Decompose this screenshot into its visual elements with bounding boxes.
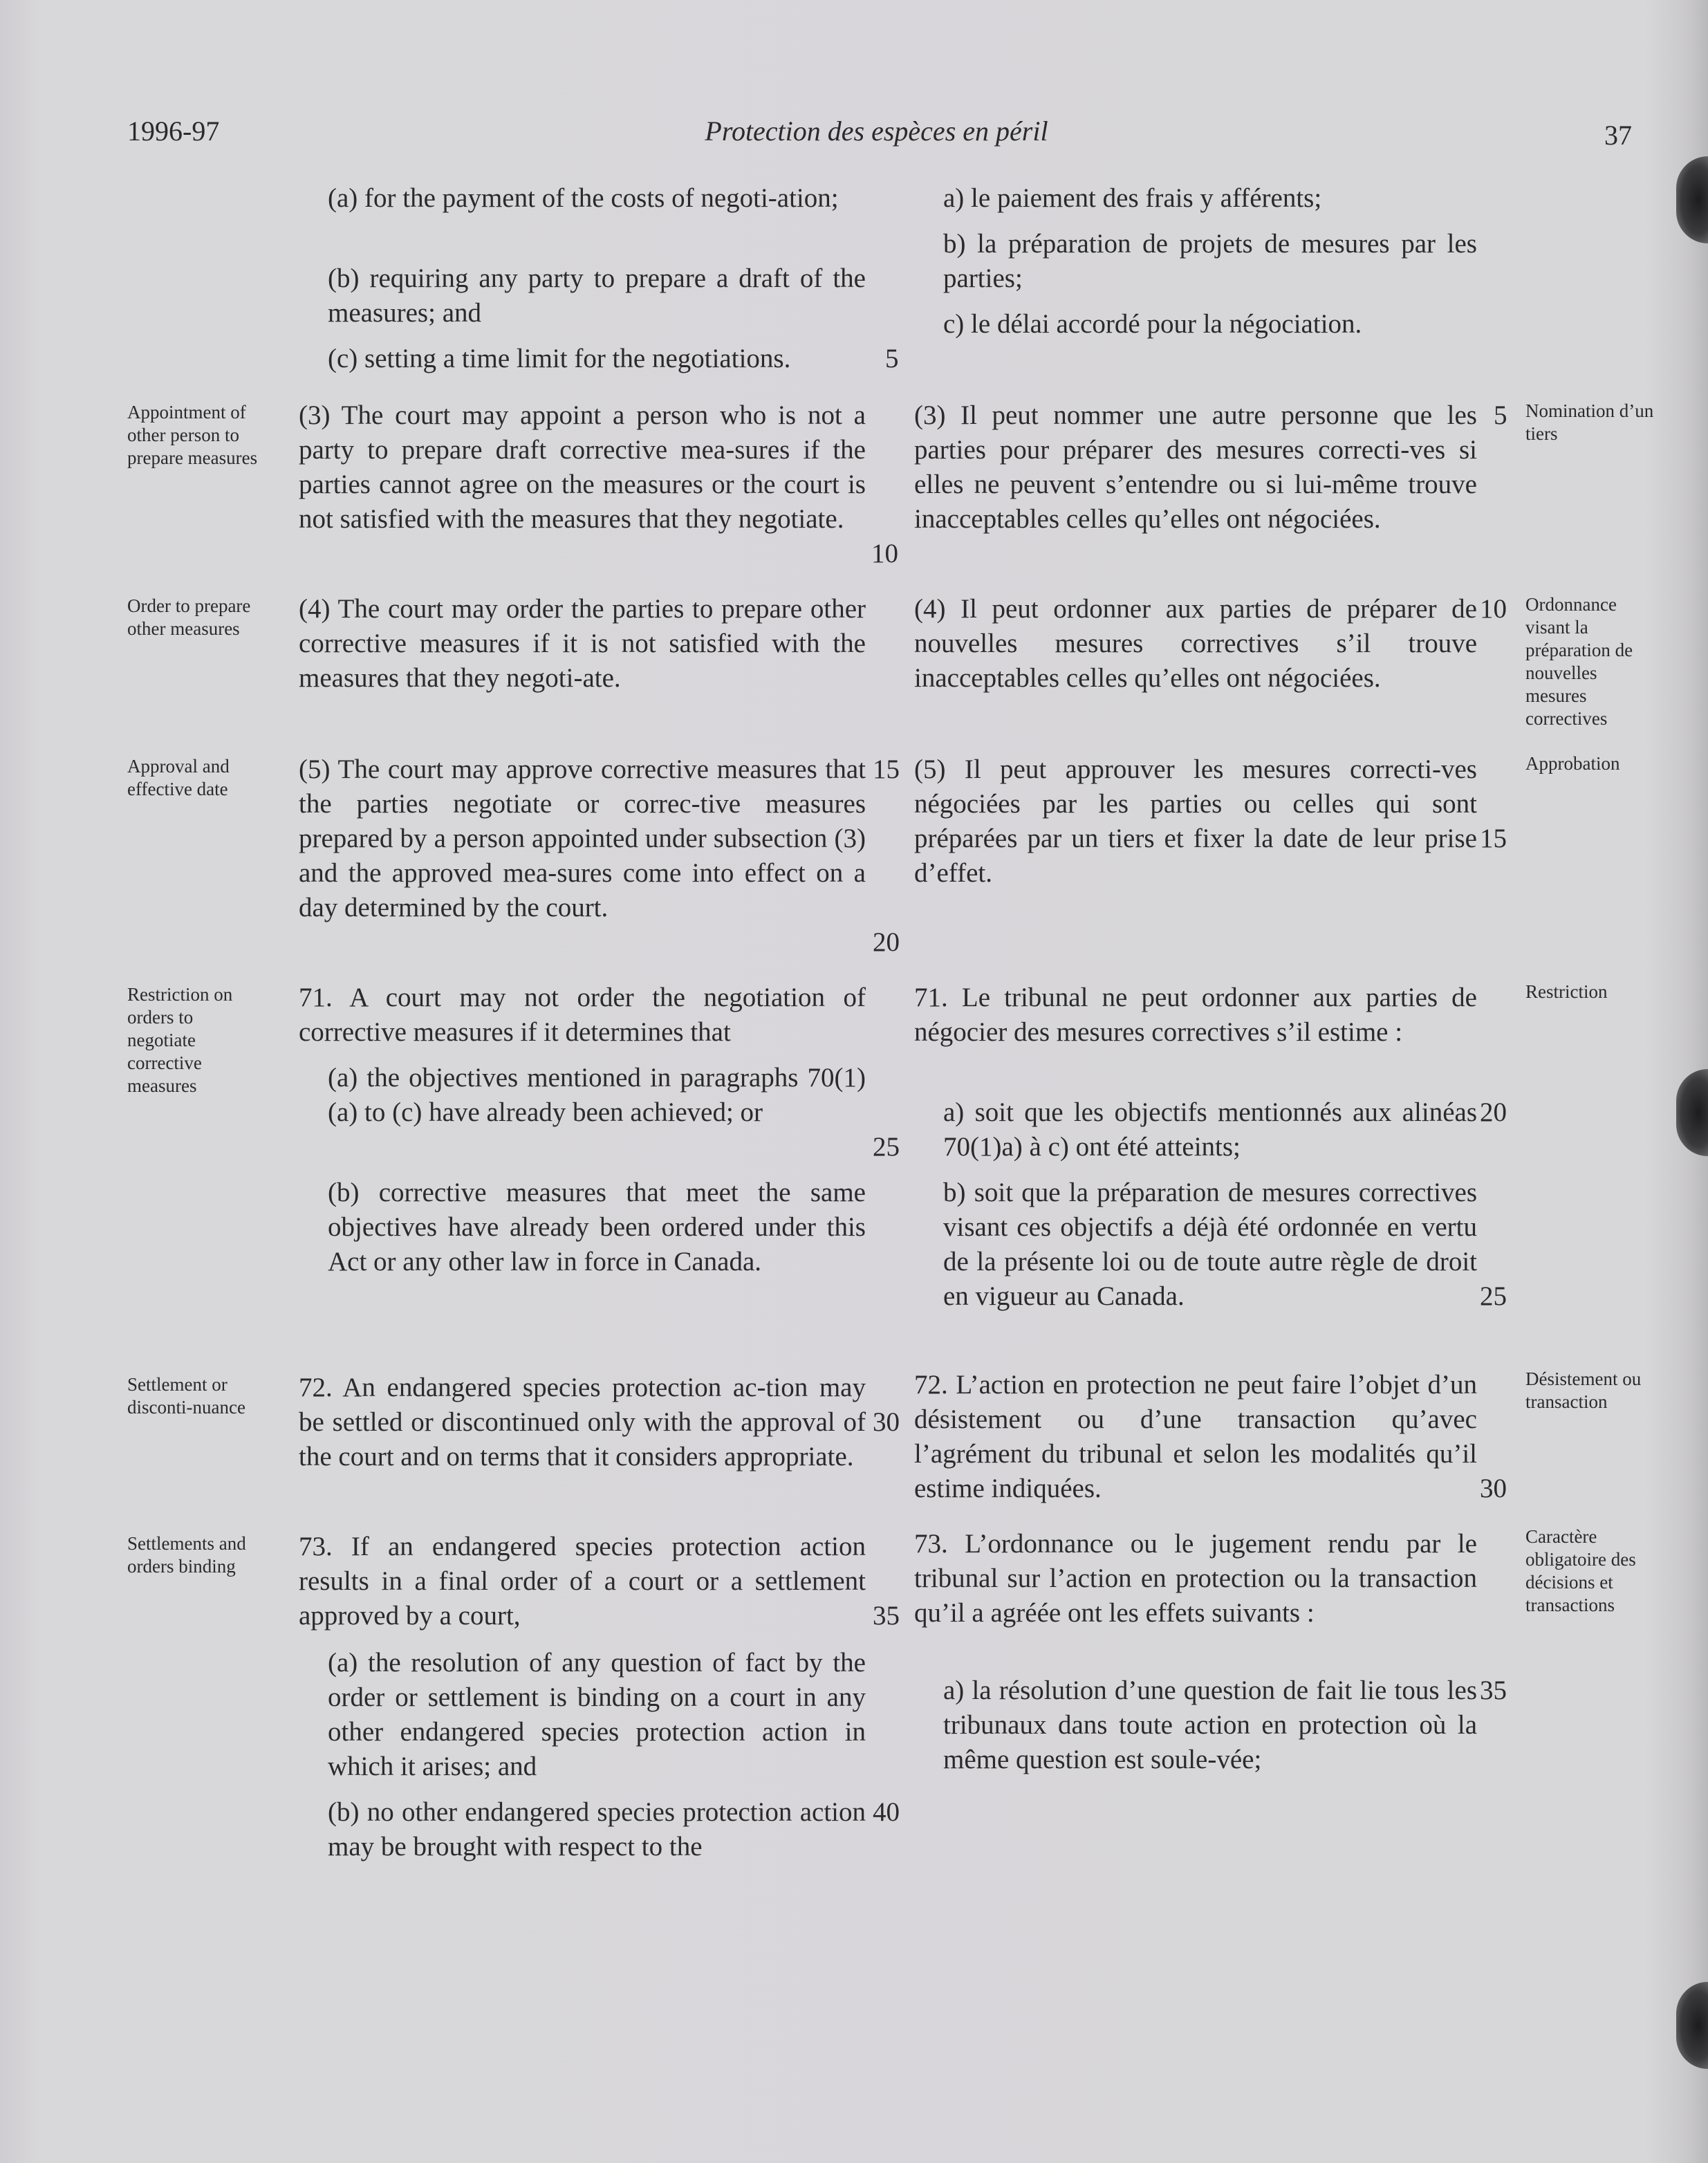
line-number: 20 xyxy=(1480,1097,1507,1127)
line-number: 20 xyxy=(873,927,900,957)
fr-section-71: 71. Le tribunal ne peut ordonner aux parties de négocier des mesures correctives s’il estime : xyxy=(914,983,1477,1047)
margin-note-en: Appointment of other person to prepare measures xyxy=(127,402,258,468)
en-para-c-time-limit: (c) setting a time limit for the negotiations. xyxy=(328,344,791,373)
fr-section-73-a: a) la résolution d’une question de fait lie tous les tribunaux dans toute action en protection où la même question est soule-vée; xyxy=(943,1675,1477,1774)
margin-note-en: Approval and effective date xyxy=(127,756,230,799)
line-number: 5 xyxy=(1494,400,1507,430)
fr-subsection-4: (4) Il peut ordonner aux parties de préparer de nouvelles mesures correctives s’il trouve inacceptables celles qu’elles ont négociées. xyxy=(914,594,1477,693)
margin-note-en: Settlements and orders binding xyxy=(127,1533,246,1577)
margin-note-fr: Ordonnance visant la préparation de nouvelles mesures correctives xyxy=(1525,594,1633,729)
margin-note-fr: Restriction xyxy=(1525,981,1608,1002)
en-subsection-5: (5) The court may approve corrective measures that the parties negotiate or correc-tive measures prepared by a person appointed under subsection (3) and the approved mea-sures come into effect on a day determined by the court. xyxy=(299,754,866,922)
line-number: 25 xyxy=(1480,1281,1507,1311)
line-number: 15 xyxy=(1480,824,1507,853)
fr-para-a-frais: a) le paiement des frais y afférents; xyxy=(943,183,1322,213)
line-number: 10 xyxy=(1480,594,1507,624)
line-number: 40 xyxy=(873,1797,900,1827)
margin-note-fr: Approbation xyxy=(1525,753,1620,774)
page-number: 37 xyxy=(1604,120,1632,151)
header-title: Protection des espèces en péril xyxy=(705,115,1048,147)
line-number: 10 xyxy=(871,539,898,568)
line-number: 30 xyxy=(1480,1474,1507,1503)
en-section-71: 71. A court may not order the negotiation of corrective measures if it determines that xyxy=(299,983,866,1047)
en-para-a-costs: (a) for the payment of the costs of negoti-ation; xyxy=(328,183,839,213)
fr-para-c-delai: c) le délai accordé pour la négociation. xyxy=(943,309,1362,339)
en-section-71-b: (b) corrective measures that meet the same objectives have already been ordered under this Act or any other law in force in Canada. xyxy=(328,1178,866,1277)
fr-section-73: 73. L’ordonnance ou le jugement rendu par le tribunal sur l’action en protection ou la transaction qu’il a agréée ont les effets suivants : xyxy=(914,1529,1477,1628)
en-section-72: 72. An endangered species protection ac-tion may be settled or discontinued only with the approval of the court and on terms that it considers appropriate. xyxy=(299,1373,866,1472)
margin-note-en: Settlement or disconti-nuance xyxy=(127,1374,245,1418)
en-section-71-a: (a) the objectives mentioned in paragraphs 70(1)(a) to (c) have already been achieved; or xyxy=(328,1063,866,1127)
margin-note-fr: Désistement ou transaction xyxy=(1525,1368,1642,1412)
fr-subsection-3: (3) Il peut nommer une autre personne que les parties pour préparer des mesures correcti-ves si elles ne peuvent s’entendre ou si lui-même trouve inacceptables celles qu’elles ont négociées. xyxy=(914,400,1477,534)
en-subsection-3: (3) The court may appoint a person who is not a party to prepare draft corrective mea-sures if the parties cannot agree on the measures or the court is not satisfied with the measures that they negotiate. xyxy=(299,400,866,534)
margin-note-en: Order to prepare other measures xyxy=(127,595,251,639)
fr-subsection-5: (5) Il peut approuver les mesures correcti-ves négociées par les parties ou celles qui sont préparées par un tiers et fixer la date de leur prise d’effet. xyxy=(914,754,1477,888)
fr-section-72: 72. L’action en protection ne peut faire l’objet d’un désistement ou d’une transaction qu’avec l’agrément du tribunal et selon les modalités qu’il estime indiquées. xyxy=(914,1370,1477,1503)
fr-section-71-a: a) soit que les objectifs mentionnés aux alinéas 70(1)a) à c) ont été atteints; xyxy=(943,1097,1477,1162)
fr-section-71-b: b) soit que la préparation de mesures correctives visant ces objectifs a déjà été ordonnée en vertu de la présente loi ou de toute autre règle de droit en vigueur au Canada. xyxy=(943,1178,1477,1311)
margin-note-en: Restriction on orders to negotiate corrective measures xyxy=(127,984,233,1096)
en-section-73: 73. If an endangered species protection action results in a final order of a court or a settlement approved by a court, xyxy=(299,1532,866,1631)
line-number: 35 xyxy=(873,1601,900,1631)
margin-note-fr: Caractère obligatoire des décisions et transactions xyxy=(1525,1526,1636,1615)
margin-note-fr: Nomination d’un tiers xyxy=(1525,400,1654,444)
en-subsection-4: (4) The court may order the parties to prepare other corrective measures if it is not satisfied with the measures that they negoti-ate. xyxy=(299,594,866,693)
en-section-73-b: (b) no other endangered species protection action may be brought with respect to the xyxy=(328,1797,866,1862)
line-number: 35 xyxy=(1480,1675,1507,1705)
en-section-73-a: (a) the resolution of any question of fact by the order or settlement is binding on a court in any other endangered species protection action in which it arises; and xyxy=(328,1648,866,1781)
line-number: 30 xyxy=(873,1407,900,1437)
fr-para-b-projets: b) la préparation de projets de mesures par les parties; xyxy=(943,229,1477,293)
header-year: 1996-97 xyxy=(127,115,220,147)
line-number: 15 xyxy=(873,754,900,784)
line-number: 25 xyxy=(873,1132,900,1162)
line-number: 5 xyxy=(885,344,899,373)
en-para-b-draft: (b) requiring any party to prepare a draft of the measures; and xyxy=(328,263,866,328)
